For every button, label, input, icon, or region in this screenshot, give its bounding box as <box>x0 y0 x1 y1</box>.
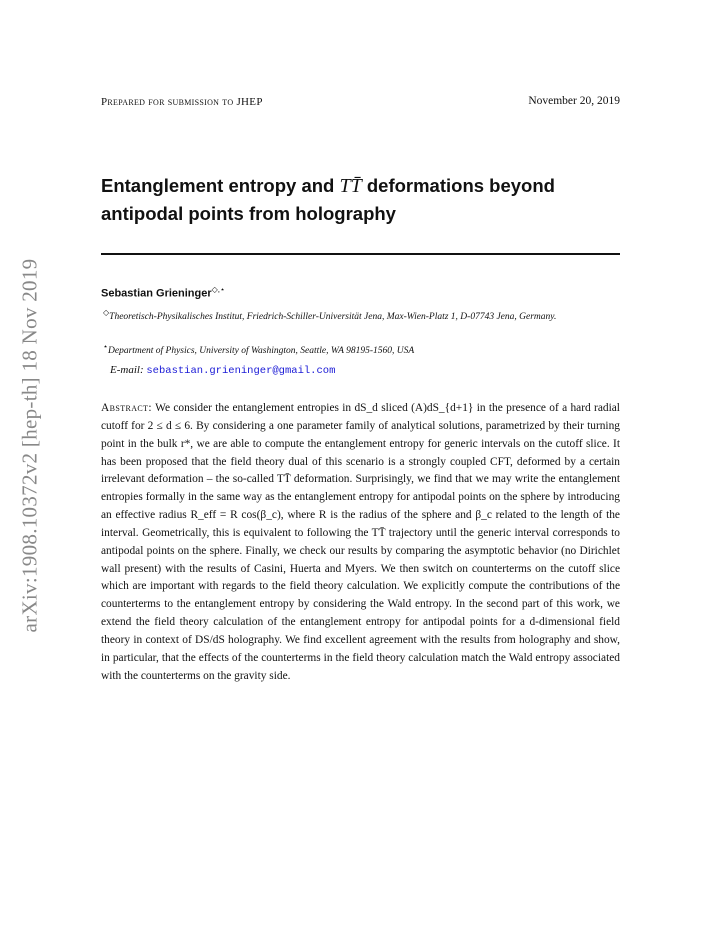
affiliation-2-text: Department of Physics, University of Washington, Seattle, WA 98195-1560, USA <box>108 346 415 357</box>
author-name: Sebastian Grieninger <box>101 287 212 300</box>
header-date: November 20, 2019 <box>528 95 620 107</box>
title-math-ttbar: TT̄ <box>339 175 362 197</box>
email-line <box>110 364 335 377</box>
abstract-text: We consider the entanglement entropies in dS_d sliced (A)dS_{d+1} in the presence of a hard radial cutoff for 2 ≤ d ≤ 6. By considering a one parameter family of analytical solutions, parametrized by their turning point in the bulk r*, we are able to compute the entanglement entropy for generic intervals on the cutoff slice. It has been proposed that the field theory dual of this scenario is a strongly coupled CFT, deformed by a certain irrelevant deformation – the so-called TT̄ deformation. Surprisingly, we find that we may write the entanglement entropies formally in the same way as the entanglement entropy for antipodal points on the sphere by introducing an effective radius R_eff = R cos(β_c), where R is the radius of the sphere and β_c related to the length of the interval. Geometrically, this is equivalent to following the TT̄ trajectory until the generic interval corresponds to antipodal points on the sphere. Finally, we check our results by comparing the asymptotic behavior (no Dirichlet wall present) with the results of Casini, Huerta and Myers. We then switch on counterterms on the cutoff slice which are important with regards to the field theory calculation. We explicitly compute the contributions of the counterterms to the entanglement entropy by considering the Wald entropy. In the second part of this work, we extend the field theory calculation of the entanglement entropy for antipodal points for a d-dimensional field theory in context of DS/dS holography. We find excellent agreement with the results from holography and show, in particular, that the effects of the counterterms in the field theory calculation match the Wald entropy associated with the counterterms on the gravity side. <box>101 402 620 682</box>
affiliation-2 <box>103 340 620 358</box>
arxiv-stamp-text: arXiv:1908.10372v2 [hep-th] 18 Nov 2019 <box>17 258 42 632</box>
email-label: E-mail: <box>110 364 144 376</box>
title-part-2: deformations beyond antipodal points from holography <box>101 175 555 224</box>
title-part-1: Entanglement entropy and <box>101 175 340 196</box>
paper-title <box>101 172 621 227</box>
journal-header: Prepared for submission to JHEP <box>101 96 263 108</box>
abstract-label: Abstract: <box>101 402 152 414</box>
arxiv-identifier-stamp <box>6 245 54 645</box>
affiliation-1-mark: ◇ <box>103 308 110 317</box>
author-line <box>101 285 225 300</box>
title-divider <box>101 253 620 255</box>
affiliation-1 <box>103 306 620 324</box>
abstract <box>101 400 620 686</box>
email-link[interactable]: sebastian.grieninger@gmail.com <box>146 365 336 377</box>
affiliation-2-mark: ⋆ <box>103 342 109 351</box>
author-marks: ◇,⋆ <box>211 285 226 294</box>
affiliation-1-text: Theoretisch-Physikalisches Institut, Friedrich-Schiller-Universität Jena, Max-Wien-Platz 1, D-07743 Jena, Germany. <box>109 312 557 323</box>
